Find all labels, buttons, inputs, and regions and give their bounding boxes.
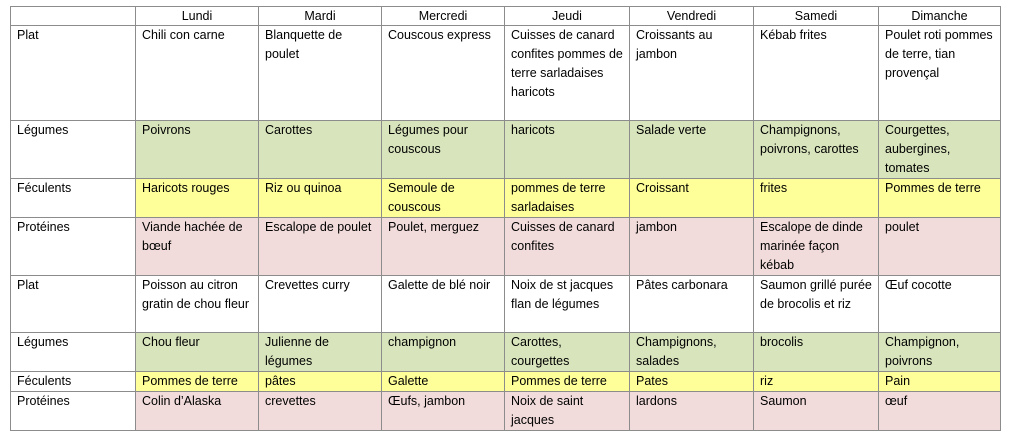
meal-cell: Pommes de terre xyxy=(136,372,259,392)
meal-cell: pâtes xyxy=(259,372,382,392)
day-header: Lundi xyxy=(136,7,259,26)
table-row xyxy=(11,121,1001,179)
meal-cell: crevettes xyxy=(259,392,382,431)
row-label: Féculents xyxy=(11,179,136,218)
meal-cell: Pain xyxy=(879,372,1001,392)
meal-cell: Poisson au citron gratin de chou fleur xyxy=(136,276,259,333)
weekly-meal-plan-table xyxy=(10,6,1001,431)
meal-cell: Cuisses de canard confites xyxy=(505,218,630,276)
table-row xyxy=(11,392,1001,431)
meal-cell: Cuisses de canard confites pommes de terre sarladaises haricots xyxy=(505,26,630,121)
table-row xyxy=(11,372,1001,392)
meal-cell: jambon xyxy=(630,218,754,276)
meal-cell: Couscous express xyxy=(382,26,505,121)
meal-cell: Pâtes carbonara xyxy=(630,276,754,333)
row-label: Légumes xyxy=(11,121,136,179)
meal-cell: frites xyxy=(754,179,879,218)
day-header: Dimanche xyxy=(879,7,1001,26)
meal-cell: Poulet roti pommes de terre, tian provençal xyxy=(879,26,1001,121)
table-row xyxy=(11,276,1001,333)
meal-cell: Saumon xyxy=(754,392,879,431)
meal-cell: Galette de blé noir xyxy=(382,276,505,333)
meal-cell: poulet xyxy=(879,218,1001,276)
meal-cell: Salade verte xyxy=(630,121,754,179)
row-label: Légumes xyxy=(11,333,136,372)
header-row xyxy=(11,7,1001,26)
day-header: Mercredi xyxy=(382,7,505,26)
meal-cell: champignon xyxy=(382,333,505,372)
meal-cell: Pommes de terre xyxy=(505,372,630,392)
meal-cell: Viande hachée de bœuf xyxy=(136,218,259,276)
day-header: Samedi xyxy=(754,7,879,26)
corner-cell xyxy=(11,7,136,26)
meal-cell: œuf xyxy=(879,392,1001,431)
row-label: Plat xyxy=(11,276,136,333)
meal-cell: Croissants au jambon xyxy=(630,26,754,121)
table-row xyxy=(11,333,1001,372)
meal-cell: Noix de st jacques flan de légumes xyxy=(505,276,630,333)
meal-cell: Croissant xyxy=(630,179,754,218)
table-body xyxy=(11,26,1001,431)
meal-cell: Champignons, salades xyxy=(630,333,754,372)
row-label: Féculents xyxy=(11,372,136,392)
meal-cell: Escalope de dinde marinée façon kébab xyxy=(754,218,879,276)
day-header: Vendredi xyxy=(630,7,754,26)
meal-cell: Champignon, poivrons xyxy=(879,333,1001,372)
meal-cell: Galette xyxy=(382,372,505,392)
table-row xyxy=(11,26,1001,121)
meal-cell: Légumes pour couscous xyxy=(382,121,505,179)
meal-cell: Œuf cocotte xyxy=(879,276,1001,333)
meal-cell: haricots xyxy=(505,121,630,179)
meal-cell: Blanquette de poulet xyxy=(259,26,382,121)
meal-cell: Saumon grillé purée de brocolis et riz xyxy=(754,276,879,333)
row-label: Protéines xyxy=(11,392,136,431)
meal-cell: Carottes, courgettes xyxy=(505,333,630,372)
meal-cell: Colin d’Alaska xyxy=(136,392,259,431)
meal-cell: lardons xyxy=(630,392,754,431)
meal-cell: Escalope de poulet xyxy=(259,218,382,276)
meal-cell: Pommes de terre xyxy=(879,179,1001,218)
meal-cell: Chou fleur xyxy=(136,333,259,372)
meal-cell: brocolis xyxy=(754,333,879,372)
meal-cell: pommes de terre sarladaises xyxy=(505,179,630,218)
meal-cell: Riz ou quinoa xyxy=(259,179,382,218)
meal-cell: Œufs, jambon xyxy=(382,392,505,431)
row-label: Plat xyxy=(11,26,136,121)
meal-cell: Pates xyxy=(630,372,754,392)
meal-cell: Poulet, merguez xyxy=(382,218,505,276)
meal-cell: Courgettes, aubergines, tomates xyxy=(879,121,1001,179)
meal-cell: Noix de saint jacques xyxy=(505,392,630,431)
meal-cell: Semoule de couscous xyxy=(382,179,505,218)
meal-cell: Poivrons xyxy=(136,121,259,179)
meal-cell: Julienne de légumes xyxy=(259,333,382,372)
meal-cell: Kébab frites xyxy=(754,26,879,121)
day-header: Mardi xyxy=(259,7,382,26)
row-label: Protéines xyxy=(11,218,136,276)
meal-cell: Champignons, poivrons, carottes xyxy=(754,121,879,179)
meal-cell: Carottes xyxy=(259,121,382,179)
meal-cell: Haricots rouges xyxy=(136,179,259,218)
meal-cell: riz xyxy=(754,372,879,392)
table-row xyxy=(11,179,1001,218)
meal-cell: Chili con carne xyxy=(136,26,259,121)
meal-cell: Crevettes curry xyxy=(259,276,382,333)
day-header: Jeudi xyxy=(505,7,630,26)
table-row xyxy=(11,218,1001,276)
